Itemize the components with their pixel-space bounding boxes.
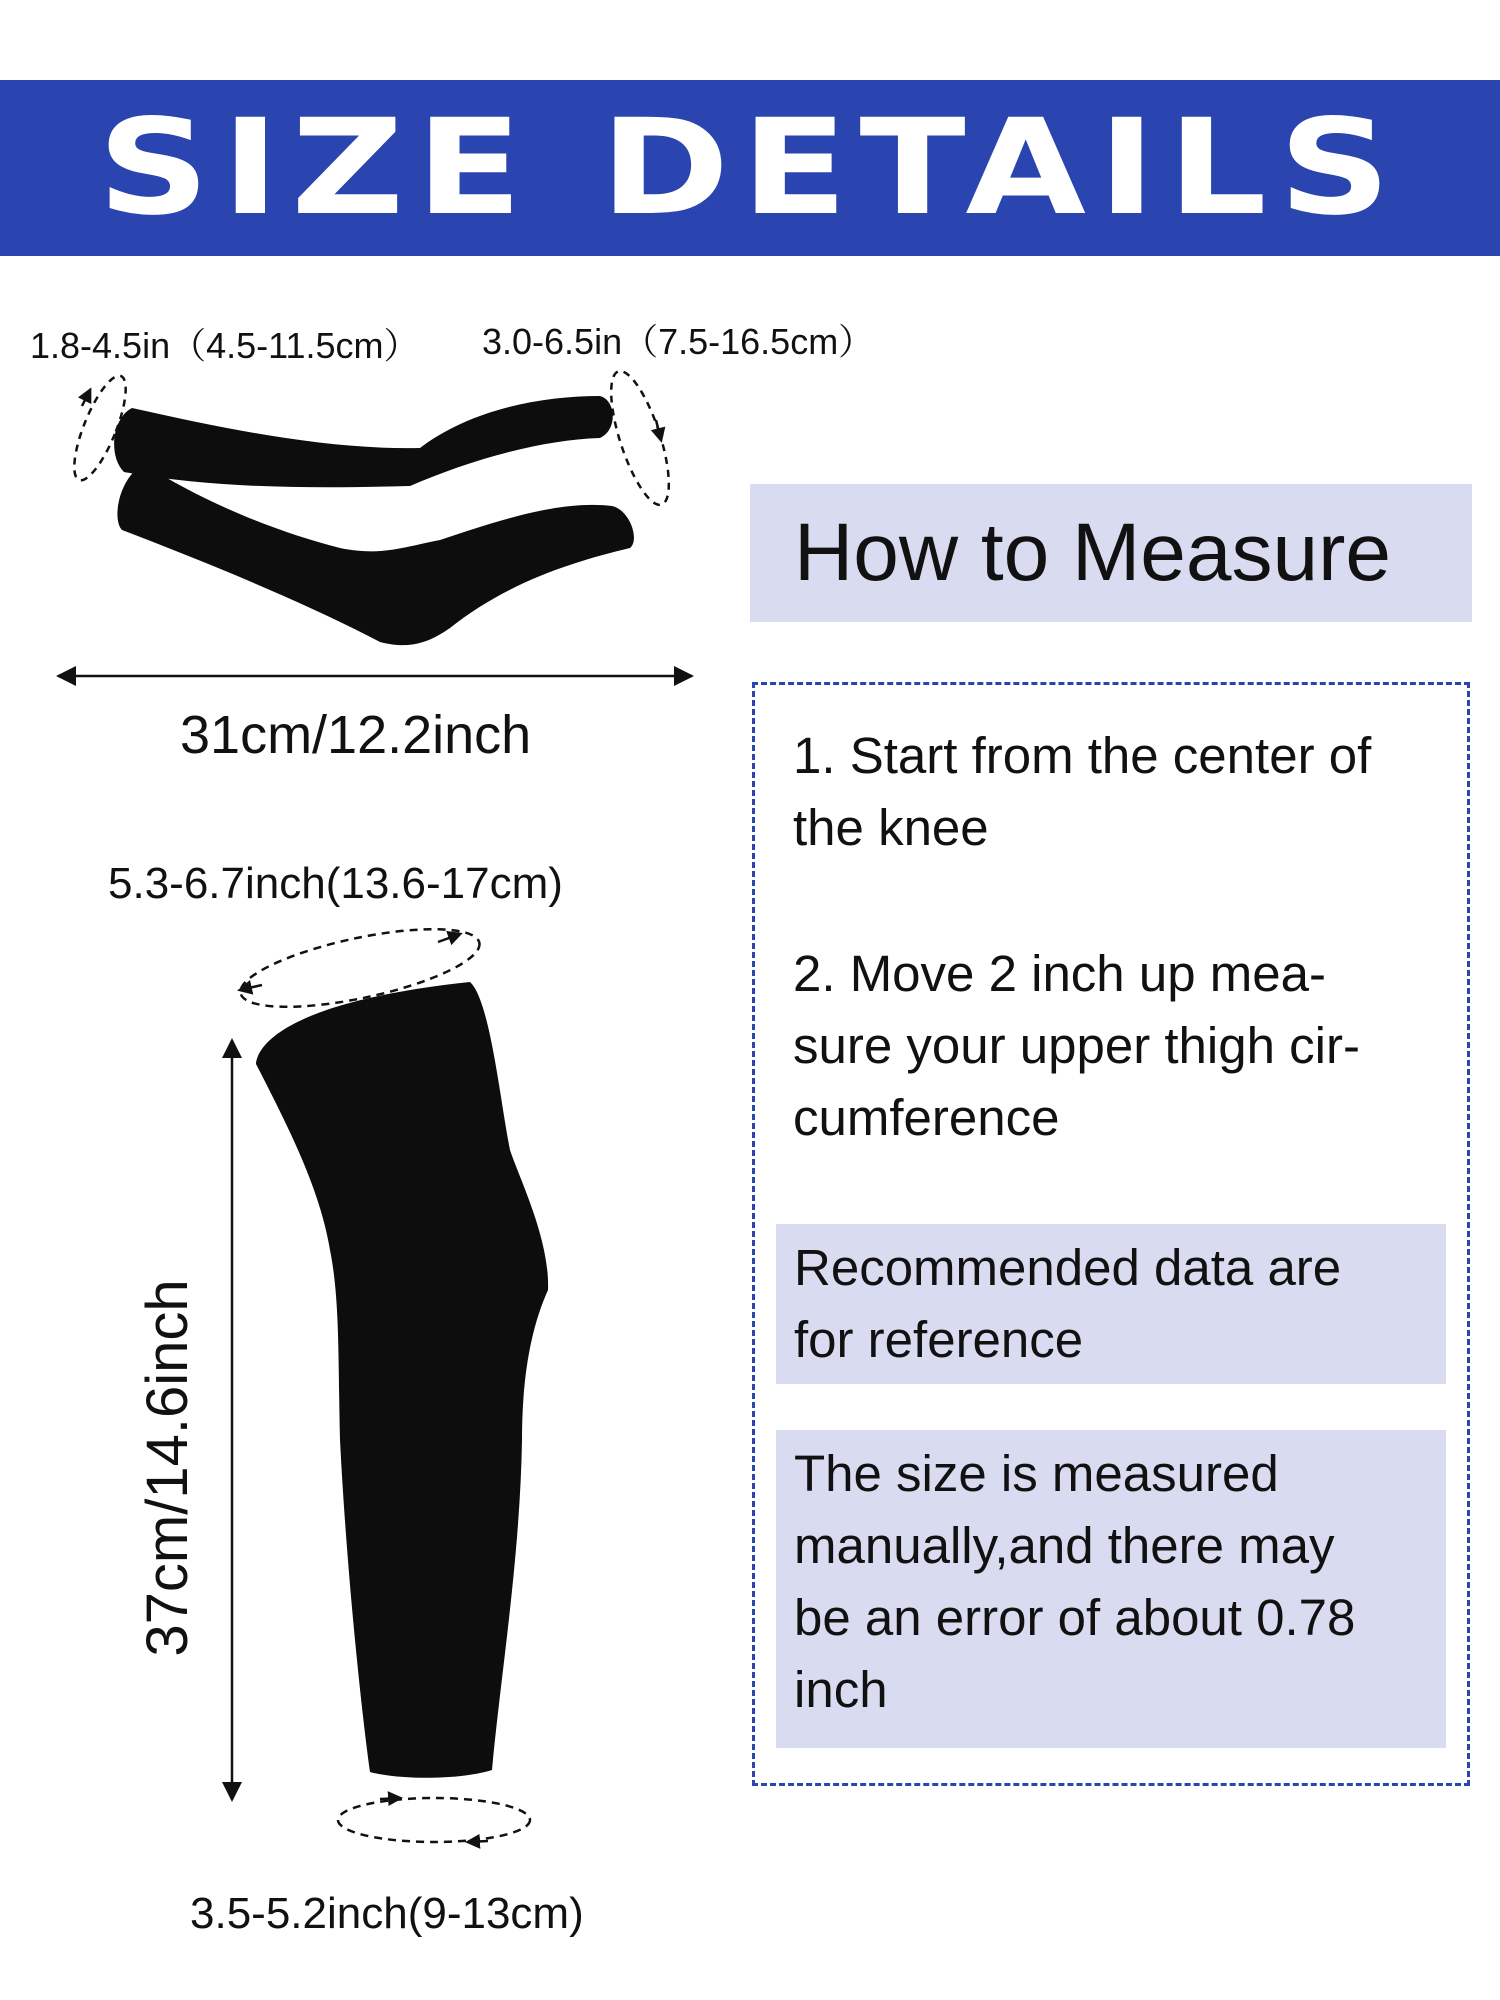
arm-sleeve-front	[117, 464, 634, 645]
how-to-measure-header	[750, 484, 1472, 622]
step-2-line-3: cumference	[793, 1089, 1060, 1146]
error-note-line-4: inch	[794, 1661, 888, 1718]
arm-sleeve-back	[114, 396, 613, 487]
reference-note-line-1: Recommended data are	[794, 1239, 1342, 1296]
leg-bottom-circumference-loop	[338, 1798, 530, 1842]
reference-note-line-2: for reference	[794, 1311, 1084, 1368]
step-1-line-2: the knee	[793, 799, 989, 856]
step-1-line-1: 1. Start from the center of	[793, 727, 1372, 784]
error-note-line-1: The size is measured	[794, 1445, 1279, 1502]
leg-sleeve-image	[256, 982, 548, 1778]
arm-sleeve-image	[114, 396, 634, 645]
arm-length-label: 31cm/12.2inch	[180, 705, 532, 765]
step-2-line-2: sure your upper thigh cir-	[793, 1017, 1360, 1074]
error-note-line-2: manually,and there may	[794, 1517, 1335, 1574]
arm-upper-measure-label: 3.0-6.5in（7.5-16.5cm）	[482, 321, 875, 362]
leg-length-label: 37cm/14.6inch	[135, 1279, 200, 1657]
arm-upper-circumference-loop	[599, 365, 680, 511]
leg-bottom-measure-label: 3.5-5.2inch(9-13cm)	[190, 1889, 584, 1938]
error-note	[776, 1430, 1446, 1748]
step-2	[793, 938, 1433, 1154]
arm-wrist-measure-label: 1.8-4.5in（4.5-11.5cm）	[30, 325, 420, 366]
error-note-line-3: be an error of about 0.78	[794, 1589, 1356, 1646]
leg-top-measure-label: 5.3-6.7inch(13.6-17cm)	[108, 859, 563, 908]
banner-title: SIZE DETAILS	[97, 91, 1403, 245]
step-1	[793, 720, 1433, 864]
how-to-measure-title: How to Measure	[794, 507, 1392, 598]
step-2-line-1: 2. Move 2 inch up mea-	[793, 945, 1326, 1002]
reference-note	[776, 1224, 1446, 1384]
